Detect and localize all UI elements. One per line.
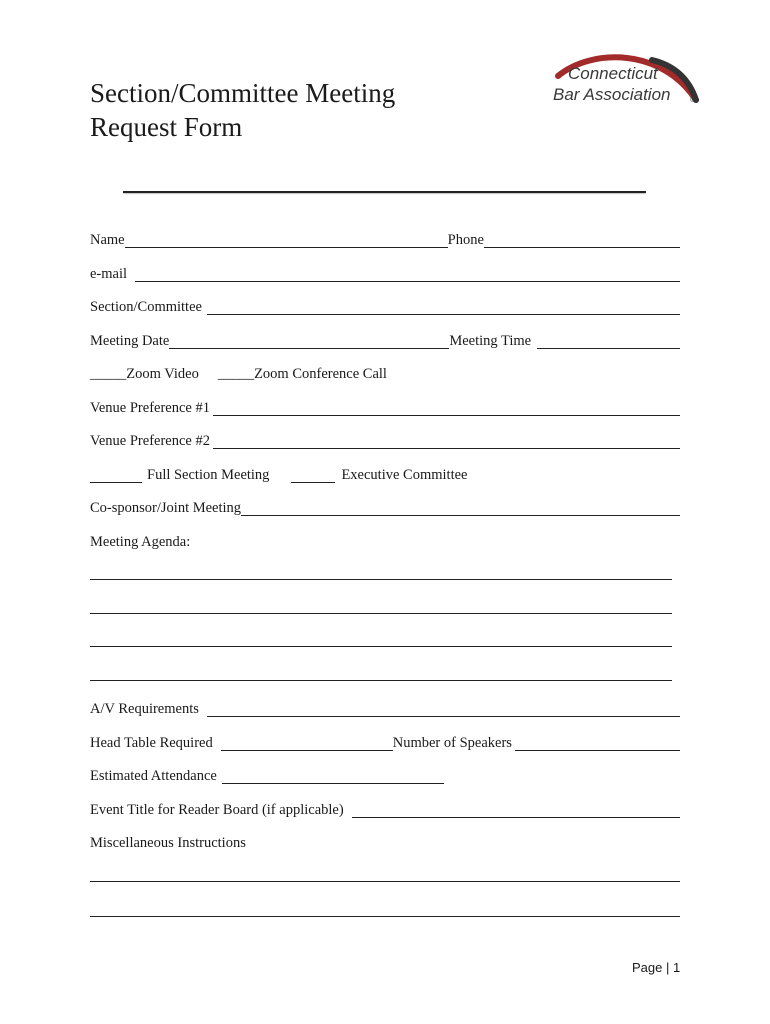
meeting-time-field[interactable] [537, 333, 680, 349]
name-label: Name [90, 232, 125, 248]
name-phone-row [90, 228, 680, 248]
executive-committee-blank[interactable] [291, 467, 335, 483]
estimated-attendance-row [90, 764, 680, 784]
title-divider [123, 191, 646, 193]
meeting-date-time-row [90, 329, 680, 349]
venue-preference-2-row [90, 429, 680, 449]
zoom-video-label: Zoom Video [126, 366, 199, 382]
full-section-meeting-label: Full Section Meeting [147, 467, 270, 483]
agenda-line-3[interactable] [90, 646, 672, 647]
event-title-row [90, 798, 680, 818]
logo-text-line-2: Bar Association [553, 85, 671, 104]
venue-preference-1-row [90, 396, 680, 416]
section-committee-label: Section/Committee [90, 299, 202, 315]
zoom-conference-blank[interactable]: _____ [217, 366, 255, 382]
full-section-meeting-blank[interactable] [90, 467, 142, 483]
registered-mark: ® [690, 95, 696, 104]
phone-field[interactable] [484, 232, 680, 248]
venue-preference-1-field[interactable] [213, 400, 680, 416]
meeting-date-label: Meeting Date [90, 333, 170, 349]
email-field[interactable] [135, 266, 680, 282]
head-table-field[interactable] [221, 735, 393, 751]
zoom-video-blank[interactable]: _____ [90, 366, 127, 382]
av-requirements-field[interactable] [207, 701, 680, 717]
misc-instructions-row [90, 831, 680, 851]
zoom-conference-label: Zoom Conference Call [254, 366, 387, 382]
head-table-label: Head Table Required [90, 735, 213, 751]
av-requirements-row [90, 697, 680, 717]
agenda-line-2[interactable] [90, 613, 672, 614]
event-title-field[interactable] [352, 802, 680, 818]
page-number: Page | 1 [632, 960, 681, 975]
section-committee-field[interactable] [207, 299, 680, 315]
venue-preference-1-label: Venue Preference #1 [90, 400, 210, 416]
logo-text-line-1: Connecticut [568, 64, 658, 83]
phone-label: Phone [447, 232, 484, 248]
form-title [90, 76, 395, 144]
number-of-speakers-field[interactable] [515, 735, 680, 751]
name-field[interactable] [125, 232, 448, 248]
agenda-line-4[interactable] [90, 680, 672, 681]
meeting-time-label: Meeting Time [449, 333, 532, 349]
cosponsor-row [90, 496, 680, 516]
cosponsor-label: Co-sponsor/Joint Meeting [90, 500, 242, 516]
estimated-attendance-label: Estimated Attendance [90, 768, 217, 784]
agenda-line-1[interactable] [90, 579, 672, 580]
section-committee-row [90, 295, 680, 315]
estimated-attendance-field[interactable] [222, 768, 444, 784]
executive-committee-label: Executive Committee [341, 467, 468, 483]
event-title-label: Event Title for Reader Board (if applicable) [90, 802, 344, 818]
bar-association-logo [552, 54, 702, 110]
misc-instructions-label: Miscellaneous Instructions [90, 835, 246, 851]
venue-preference-2-label: Venue Preference #2 [90, 433, 210, 449]
form-title-line-1: Section/Committee Meeting [90, 78, 396, 108]
form-title-line-2: Request Form [90, 112, 243, 142]
zoom-options-row [90, 362, 680, 382]
meeting-agenda-row [90, 530, 680, 550]
cosponsor-field[interactable] [241, 500, 680, 516]
email-label: e-mail [90, 266, 128, 282]
number-of-speakers-label: Number of Speakers [392, 735, 512, 751]
meeting-type-row [90, 463, 680, 483]
misc-line-2[interactable] [90, 916, 680, 917]
venue-preference-2-field[interactable] [213, 433, 680, 449]
misc-line-1[interactable] [90, 881, 680, 882]
av-requirements-label: A/V Requirements [90, 701, 199, 717]
email-row [90, 262, 680, 282]
head-table-speakers-row [90, 731, 680, 751]
meeting-agenda-label: Meeting Agenda: [90, 534, 191, 550]
meeting-date-field[interactable] [169, 333, 449, 349]
